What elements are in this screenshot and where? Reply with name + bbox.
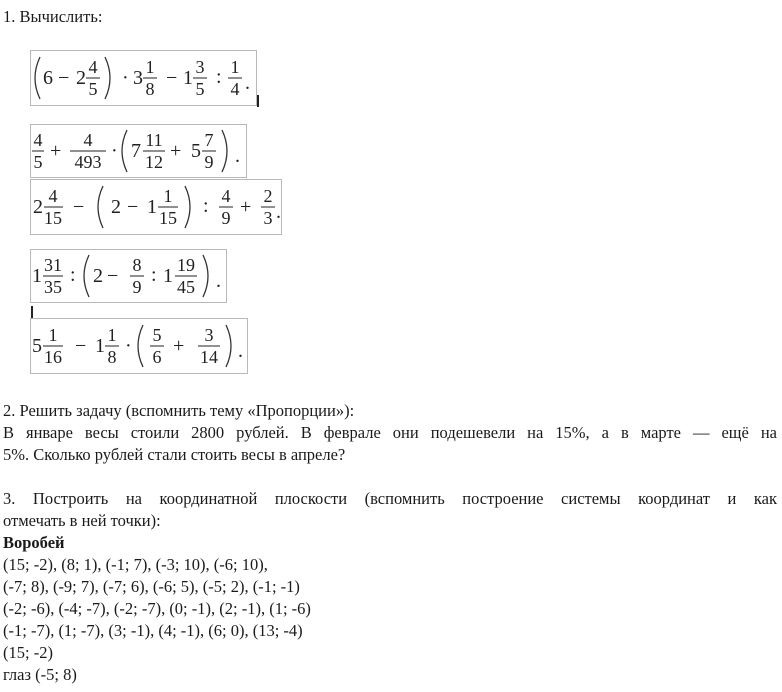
denominator: 4 bbox=[230, 79, 240, 99]
denominator: 8 bbox=[107, 347, 117, 367]
task1-heading: 1. Вычислить: bbox=[3, 7, 103, 26]
task3-heading-line2: отмечать в ней точки): bbox=[3, 511, 161, 530]
period: . bbox=[276, 201, 281, 223]
numerator: 1 bbox=[145, 57, 155, 77]
right-paren bbox=[226, 325, 231, 367]
denominator: 9 bbox=[221, 208, 231, 228]
left-paren bbox=[35, 57, 40, 99]
plus-sign: + bbox=[170, 140, 182, 162]
minus-sign: − bbox=[127, 196, 139, 218]
colon-sign: : bbox=[70, 264, 76, 286]
numerator: 1 bbox=[163, 186, 173, 206]
number: 6 bbox=[43, 67, 53, 89]
numerator: 4 bbox=[88, 57, 98, 77]
numerator: 1 bbox=[230, 57, 240, 77]
minus-sign: − bbox=[75, 335, 87, 357]
denominator: 9 bbox=[132, 277, 142, 297]
whole-part: 1 bbox=[95, 335, 105, 357]
right-paren bbox=[105, 57, 110, 99]
numerator: 4 bbox=[221, 186, 231, 206]
denominator: 15 bbox=[159, 208, 177, 228]
right-paren bbox=[185, 186, 190, 228]
denominator: 5 bbox=[195, 79, 205, 99]
left-paren bbox=[122, 130, 127, 172]
plus-sign: + bbox=[50, 140, 62, 162]
denominator: 5 bbox=[33, 152, 43, 172]
points-line: (15; -2), (8; 1), (-1; 7), (-3; 10), (-6; 10), bbox=[3, 555, 268, 574]
task2-heading: 2. Решить задачу (вспомнить тему «Пропорции»): bbox=[3, 401, 355, 420]
denominator: 45 bbox=[177, 277, 195, 297]
whole-part: 1 bbox=[163, 265, 173, 287]
numerator: 1 bbox=[48, 325, 58, 345]
denominator: 493 bbox=[74, 152, 102, 172]
text-cursor bbox=[31, 306, 33, 318]
points-line: (-1; -7), (1; -7), (3; -1), (4; -1), (6; 0), (13; -4) bbox=[3, 621, 303, 640]
dot-sign: · bbox=[122, 67, 129, 89]
numerator: 7 bbox=[204, 130, 214, 150]
whole-part: 1 bbox=[183, 67, 193, 89]
period: . bbox=[245, 72, 250, 94]
figure-name: Воробей bbox=[3, 533, 65, 552]
formula-3 bbox=[30, 179, 282, 235]
points-line: (-7; 8), (-9; 7), (-7; 6), (-6; 5), (-5; 2), (-1; -1) bbox=[3, 577, 300, 596]
numerator: 11 bbox=[145, 130, 163, 150]
numerator: 31 bbox=[44, 255, 62, 275]
formula-4 bbox=[30, 249, 227, 303]
right-paren bbox=[222, 130, 227, 172]
numerator: 19 bbox=[177, 255, 195, 275]
numerator: 1 bbox=[107, 325, 117, 345]
dot-sign: · bbox=[125, 335, 132, 357]
left-paren bbox=[84, 255, 89, 297]
whole-part: 1 bbox=[32, 265, 42, 287]
denominator: 5 bbox=[88, 79, 98, 99]
eye-point: глаз (-5; 8) bbox=[3, 665, 77, 684]
formula-2 bbox=[30, 124, 247, 178]
numerator: 8 bbox=[132, 255, 142, 275]
whole-part: 5 bbox=[191, 140, 201, 162]
whole-part: 2 bbox=[33, 196, 43, 218]
minus-sign: − bbox=[73, 196, 85, 218]
colon-sign: : bbox=[203, 195, 209, 217]
numerator: 5 bbox=[152, 325, 162, 345]
task2-text-line2: 5%. Сколько рублей стали стоить весы в апреле? bbox=[3, 445, 346, 464]
left-paren bbox=[98, 186, 103, 228]
points-line: (15; -2) bbox=[3, 643, 53, 662]
numerator: 3 bbox=[195, 57, 205, 77]
minus-sign: − bbox=[58, 67, 70, 89]
number: 2 bbox=[93, 265, 103, 287]
denominator: 3 bbox=[263, 208, 273, 228]
plus-sign: + bbox=[173, 335, 185, 357]
whole-part: 7 bbox=[131, 140, 141, 162]
dot-sign: · bbox=[111, 140, 118, 162]
denominator: 35 bbox=[44, 277, 62, 297]
points-line: (-2; -6), (-4; -7), (-2; -7), (0; -1), (2; -1), (1; -6) bbox=[3, 599, 311, 618]
denominator: 8 bbox=[145, 79, 155, 99]
numerator: 2 bbox=[263, 186, 273, 206]
numerator: 4 bbox=[33, 130, 43, 150]
period: . bbox=[216, 270, 221, 292]
formula-5 bbox=[30, 318, 248, 374]
colon-sign: : bbox=[216, 66, 222, 88]
period: . bbox=[238, 340, 243, 362]
number: 2 bbox=[111, 196, 121, 218]
formula-1 bbox=[30, 50, 257, 106]
denominator: 15 bbox=[44, 208, 62, 228]
denominator: 9 bbox=[204, 152, 214, 172]
minus-sign: − bbox=[107, 265, 119, 287]
left-paren bbox=[138, 325, 143, 367]
denominator: 16 bbox=[44, 347, 62, 367]
minus-sign: − bbox=[166, 67, 178, 89]
denominator: 12 bbox=[145, 152, 163, 172]
task2-text-line1: В январе весы стоили 2800 рублей. В феврале они подешевели на 15%, а в марте — ещё на bbox=[3, 423, 777, 442]
whole-part: 3 bbox=[133, 67, 143, 89]
whole-part: 5 bbox=[32, 335, 42, 357]
whole-part: 2 bbox=[76, 67, 86, 89]
right-paren bbox=[203, 255, 208, 297]
colon-sign: : bbox=[151, 264, 157, 286]
denominator: 6 bbox=[152, 347, 162, 367]
task3-heading-line1: 3. Построить на координатной плоскости (вспомнить построение системы координат и как bbox=[3, 489, 777, 508]
numerator: 4 bbox=[83, 130, 93, 150]
denominator: 14 bbox=[200, 347, 218, 367]
period: . bbox=[235, 145, 240, 167]
numerator: 4 bbox=[48, 186, 58, 206]
whole-part: 1 bbox=[147, 196, 157, 218]
text-cursor bbox=[257, 95, 259, 107]
numerator: 3 bbox=[204, 325, 214, 345]
plus-sign: + bbox=[240, 196, 252, 218]
